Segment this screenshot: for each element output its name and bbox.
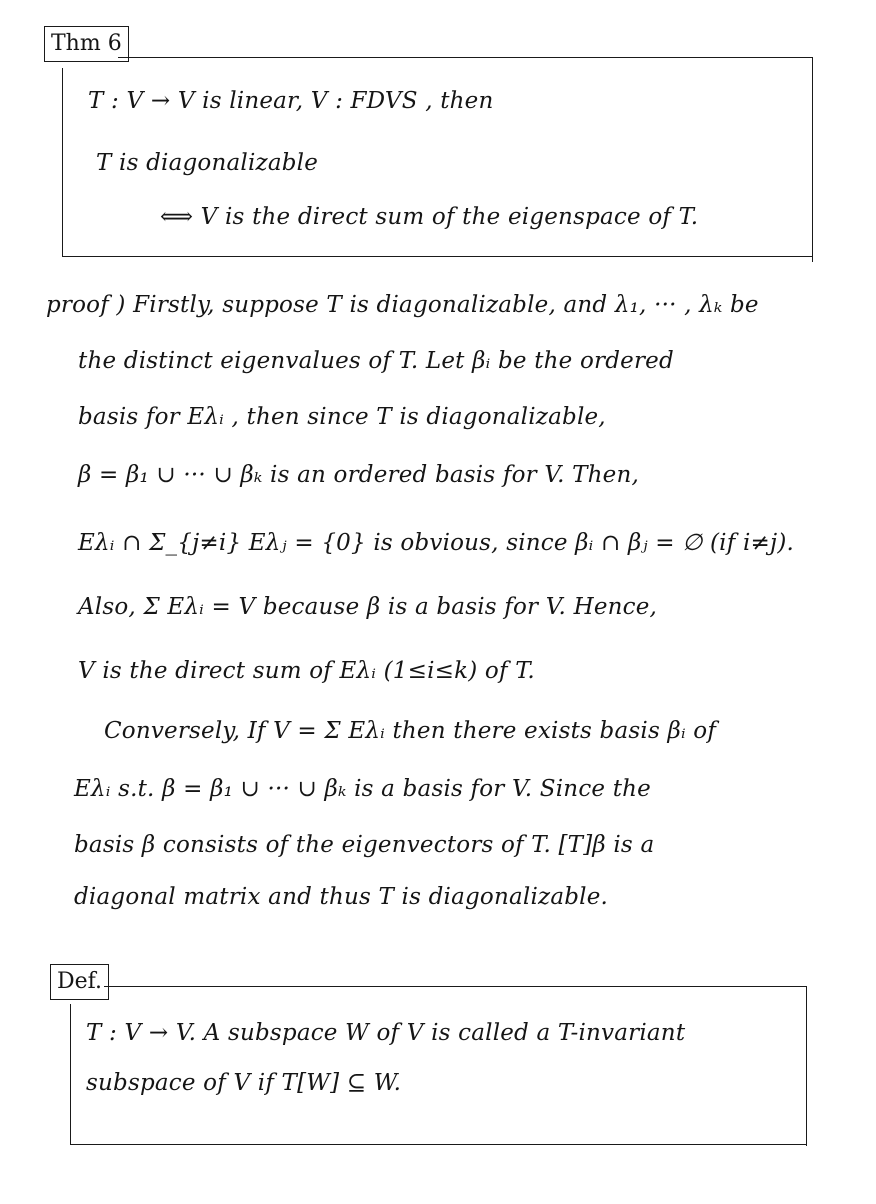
proof-line: Conversely, If V = Σ Eλᵢ then there exists basis βᵢ of (104, 718, 717, 744)
proof-line: Eλᵢ ∩ Σ_{j≠i} Eλⱼ = {0} is obvious, since βᵢ ∩ βⱼ = ∅ (if i≠j). (78, 530, 795, 556)
theorem-label: Thm 6 (44, 26, 129, 62)
definition-label: Def. (50, 964, 109, 1000)
proof-line: V is the direct sum of Eλᵢ (1≤i≤k) of T. (78, 658, 535, 684)
proof-line: Also, Σ Eλᵢ = V because β is a basis for V. Hence, (78, 594, 658, 620)
proof-line: proof ) Firstly, suppose T is diagonalizable, and λ₁, ··· , λₖ be (46, 292, 759, 318)
definition-frame-top (104, 986, 806, 987)
proof-line: diagonal matrix and thus T is diagonalizable. (74, 884, 609, 910)
proof-line: basis β consists of the eigenvectors of T. [T]β is a (74, 832, 655, 858)
theorem-line: ⟺ V is the direct sum of the eigenspace of T. (160, 204, 699, 230)
proof-line: the distinct eigenvalues of T. Let βᵢ be the ordered (78, 348, 674, 374)
proof-line: basis for Eλᵢ , then since T is diagonalizable, (78, 404, 606, 430)
theorem-line: T : V → V is linear, V : FDVS , then (88, 88, 494, 114)
definition-line: subspace of V if T[W] ⊆ W. (86, 1070, 402, 1096)
theorem-frame-top (118, 57, 812, 58)
definition-line: T : V → V. A subspace W of V is called a T-invariant (86, 1020, 686, 1046)
proof-line: Eλᵢ s.t. β = β₁ ∪ ··· ∪ βₖ is a basis for V. Since the (74, 776, 651, 802)
proof-line: β = β₁ ∪ ··· ∪ βₖ is an ordered basis for V. Then, (78, 462, 640, 488)
theorem-line: T is diagonalizable (96, 150, 319, 176)
